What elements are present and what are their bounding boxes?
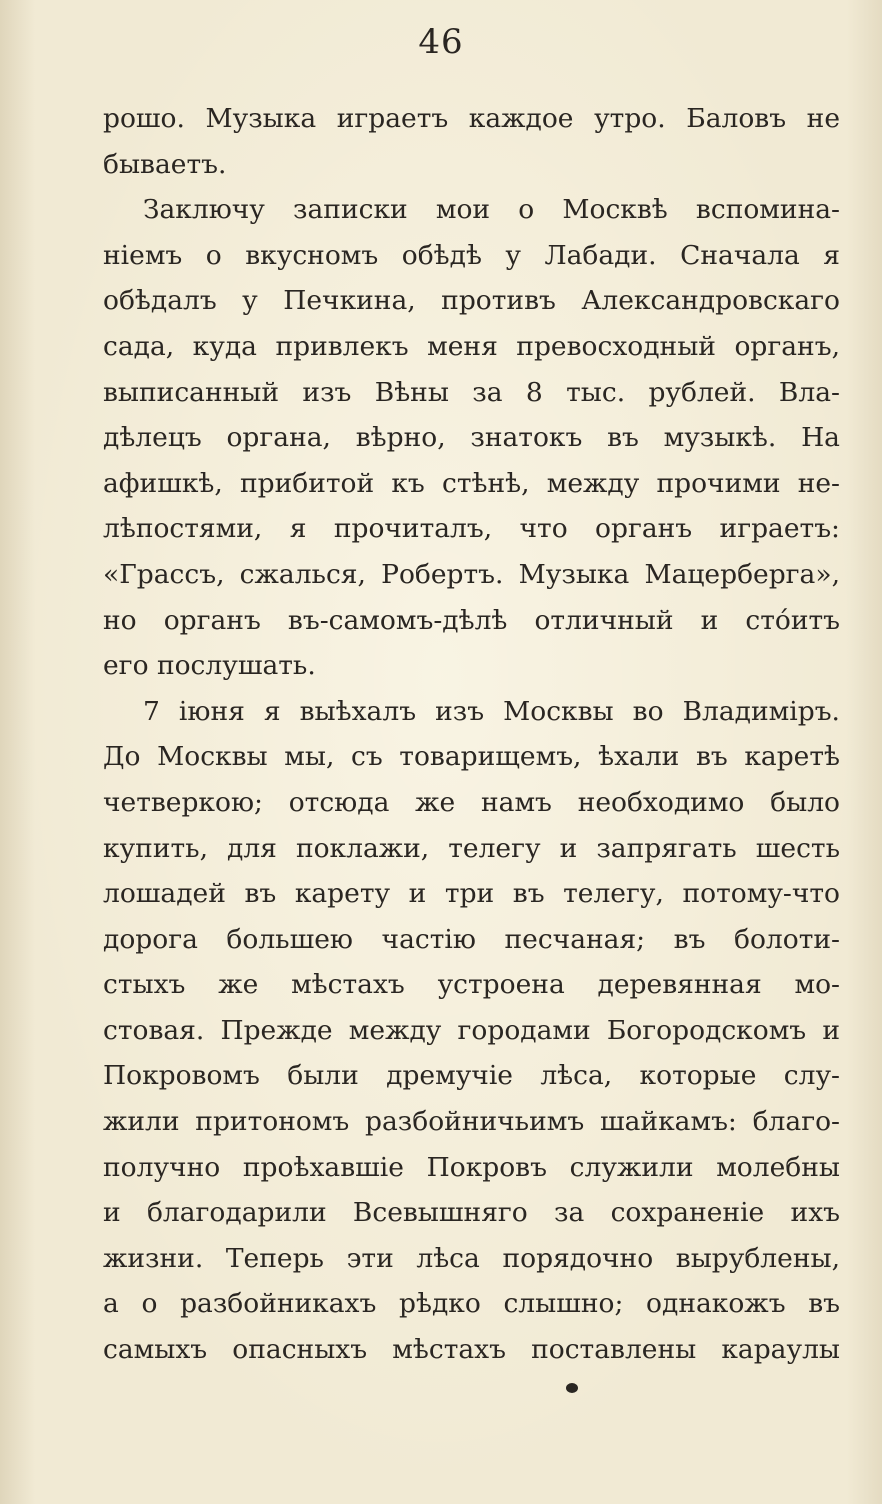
text-line: Заключу записки мои о Москвѣ вспомина- — [143, 194, 840, 226]
page-number: 46 — [418, 22, 464, 62]
text-line: а о разбойникахъ рѣдко слышно; однакожъ въ — [103, 1288, 840, 1320]
text-line: ніемъ о вкусномъ обѣдѣ у Лабади. Сначала я — [103, 239, 840, 271]
body-text — [103, 96, 840, 1373]
text-line: стыхъ же мѣстахъ устроена деревянная мо- — [103, 969, 840, 1001]
text-line: бываетъ. — [103, 148, 227, 180]
text-line: но органъ въ-самомъ-дѣлѣ отличный и стóитъ — [103, 604, 840, 636]
text-line: дорога большею частію песчаная; въ болоти- — [103, 923, 840, 955]
text-line: рошо. Музыка играетъ каждое утро. Баловъ не — [103, 103, 840, 134]
text-line: «Грассъ, сжалься, Робертъ. Музыка Мацерберга», — [103, 558, 840, 590]
text-line: выписанный изъ Вѣны за 8 тыс. рублей. Вла- — [103, 376, 840, 408]
text-line: купить, для поклажи, телегу и запрягать шесть — [103, 832, 840, 864]
text-line: и благодарили Всевышняго за сохраненіе ихъ — [103, 1197, 840, 1229]
text-line: До Москвы мы, съ товарищемъ, ѣхали въ каретѣ — [103, 741, 840, 773]
text-line: четверкою; отсюда же намъ необходимо было — [103, 786, 840, 818]
text-line: Покровомъ были дремучіе лѣса, которые слу- — [103, 1060, 840, 1092]
text-line: стовая. Прежде между городами Богородскомъ и — [103, 1014, 840, 1046]
printer-mark — [566, 1383, 578, 1393]
text-line: афишкѣ, прибитой къ стѣнѣ, между прочими не- — [103, 467, 840, 499]
text-line: его послушать. — [103, 650, 316, 682]
text-line: получно проѣхавшіе Покровъ служили молебны — [103, 1151, 840, 1183]
text-line: лошадей въ карету и три въ телегу, потому-что — [103, 878, 840, 910]
text-line: обѣдалъ у Печкина, противъ Александровскаго — [103, 285, 840, 317]
text-line: лѣпостями, я прочиталъ, что органъ играетъ: — [103, 513, 840, 545]
text-line: сада, куда привлекъ меня превосходный органъ, — [103, 330, 840, 362]
text-line: 7 іюня я выѣхалъ изъ Москвы во Владиміръ. — [143, 695, 840, 727]
text-line: самыхъ опасныхъ мѣстахъ поставлены караулы — [103, 1334, 840, 1366]
text-line: дѣлецъ органа, вѣрно, знатокъ въ музыкѣ. На — [103, 422, 840, 454]
text-line: жили притономъ разбойничьимъ шайкамъ: благо- — [103, 1106, 840, 1138]
text-line: жизни. Теперь эти лѣса порядочно вырублены, — [103, 1242, 840, 1274]
